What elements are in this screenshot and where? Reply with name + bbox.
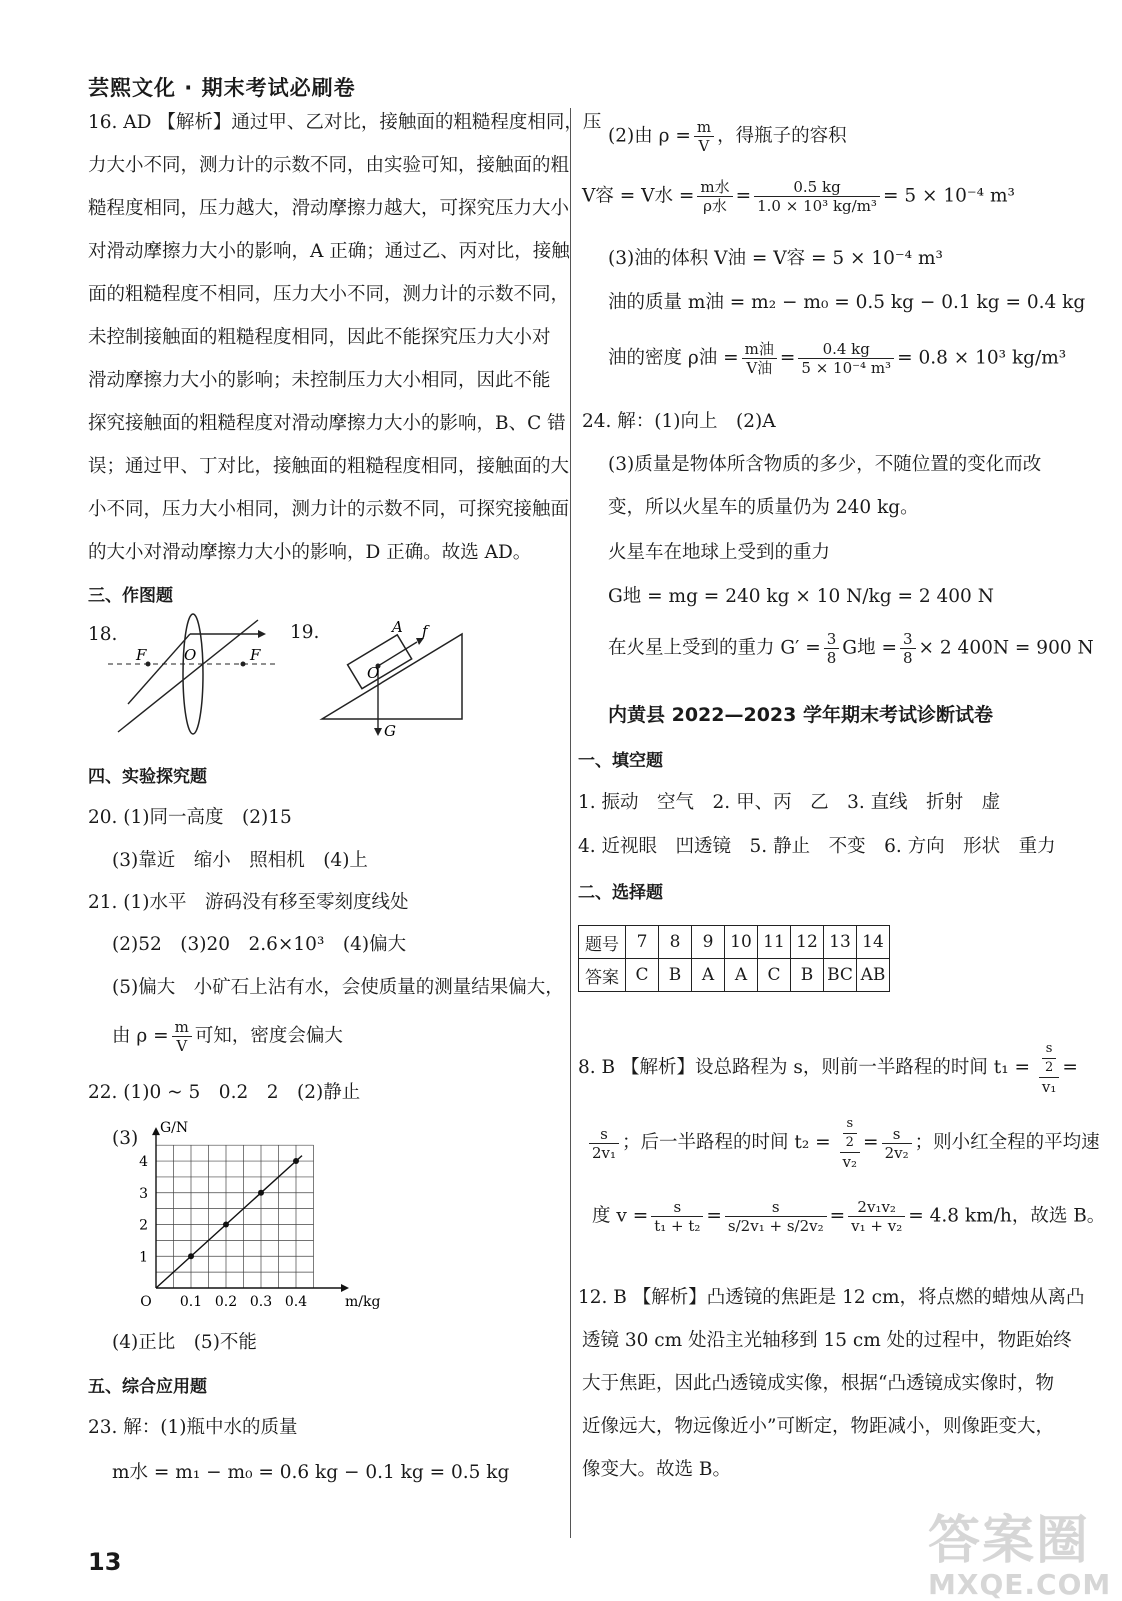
q16-line: 误；通过甲、丁对比，接触面的粗糙程度相同，接触面的大 — [88, 456, 570, 477]
table-cell: B — [659, 959, 692, 992]
exam-title: 内黄县 2022—2023 学年期末考试诊断试卷 — [608, 704, 993, 726]
q16-line: 糙程度相同，压力越大，滑动摩擦力越大，可探究压力大小 — [88, 198, 570, 219]
table-cell: 12 — [791, 926, 824, 959]
page-number: 13 — [88, 1548, 122, 1576]
convex-lens — [183, 614, 203, 734]
fill-answers: 4. 近视眼 凹透镜 5. 静止 不变 6. 方向 形状 重力 — [578, 836, 1056, 857]
table-cell: 7 — [626, 926, 659, 959]
q16-line: 16. AD 【解析】通过甲、乙对比，接触面的粗糙程度相同，压 — [88, 112, 602, 133]
focus-label-left: F — [136, 646, 147, 664]
x-axis-arrow — [341, 1284, 349, 1292]
x-tick-label: 0.3 — [249, 1294, 273, 1310]
table-cell: 14 — [857, 926, 890, 959]
table-cell: 题号 — [579, 926, 626, 959]
lens-diagram — [108, 612, 278, 752]
q23-line: V容 = V水 = $\frac{\text{m水}}{\text{ρ水}}$ = $\frac{0.5 kg}{\text{1.0 × 10³ kg/m³}}$ = 5 × 10⁻⁴ m³ — [582, 178, 1015, 215]
table-cell: 13 — [824, 926, 857, 959]
table-cell: C — [626, 959, 659, 992]
q16-line: 探究接触面的粗糙程度对滑动摩擦力大小的影响，B、C 错 — [88, 413, 566, 434]
label-f: f — [422, 622, 428, 640]
q21-line: (2)52 (3)20 2.6×10³ (4)偏大 — [112, 934, 407, 955]
q19-label: 19. — [290, 622, 320, 643]
q24-line: 24. 解：(1)向上 (2)A — [582, 411, 776, 432]
table-cell: 10 — [725, 926, 758, 959]
q23-line: (2)由 ρ = $\frac{m}{V}$ ，得瓶子的容积 — [608, 118, 847, 155]
x-tick-label: 0.1 — [179, 1294, 203, 1310]
q8-line: $\frac{s}{\text{2v₁}}$ ；后一半路程的时间 t₂ = $\frac{\frac{s}{2}}{\text{v₂}}$ = $\frac{s}{\text{2v₂}}$ ；则小红全程的平均速 — [586, 1115, 1100, 1171]
table-cell: 答案 — [579, 959, 626, 992]
section-heading: 四、实验探究题 — [88, 767, 207, 787]
y-tick-label: 1 — [139, 1249, 148, 1266]
y-tick-label: 3 — [139, 1185, 148, 1202]
answer-table — [578, 925, 890, 992]
x-axis-label: m/kg — [345, 1294, 381, 1310]
q24-line: (3)质量是物体所含物质的多少，不随位置的变化而改 — [608, 454, 1042, 475]
data-point — [188, 1253, 194, 1259]
q8-line: 度 v = $\frac{s}{\text{t₁ + t₂}}$ = $\frac{s}{\text{s/2v₁ + s/2v₂}}$ = $\frac{\text{2v₁v₂}}{\text{v₁ + v₂}}$ = 4.8 km/h，故选 B。 — [592, 1198, 1106, 1235]
table-cell: B — [791, 959, 824, 992]
q12-line: 像变大。故选 B。 — [582, 1459, 731, 1480]
q16-line: 的大小对滑动摩擦力大小的影响，D 正确。故选 AD。 — [88, 542, 532, 563]
y-tick-label: 2 — [139, 1217, 148, 1234]
table-row — [579, 926, 890, 959]
incline — [322, 634, 462, 719]
q24-line: 变，所以火星车的质量仍为 240 kg。 — [608, 497, 919, 518]
data-line — [156, 1156, 302, 1288]
q23-line: 油的质量 m油 = m₂ − m₀ = 0.5 kg − 0.1 kg = 0.4 kg — [608, 292, 1086, 313]
q12-line: 12. B 【解析】凸透镜的焦距是 12 cm，将点燃的蜡烛从离凸 — [578, 1287, 1085, 1308]
ray-arrow — [258, 630, 266, 638]
focus-point — [241, 662, 246, 667]
q23-line: m水 = m₁ − m₀ = 0.6 kg − 0.1 kg = 0.5 kg — [112, 1462, 510, 1483]
q22-line: (4)正比 (5)不能 — [112, 1332, 257, 1353]
data-point — [223, 1222, 229, 1228]
y-axis-arrow — [152, 1127, 160, 1135]
fraction: $\frac{m}{V}$ — [172, 1018, 192, 1055]
q24-line: G地 = mg = 240 kg × 10 N/kg = 2 400 N — [608, 586, 994, 607]
q12-line: 近像远大，物远像近小”可断定，物距减小，则像距变大， — [582, 1416, 1054, 1437]
q20-line: (3)靠近 缩小 照相机 (4)上 — [112, 850, 368, 871]
label-G: G — [384, 722, 396, 740]
origin-label: O — [140, 1294, 152, 1310]
data-point — [258, 1190, 264, 1196]
friction-arrow — [378, 642, 417, 666]
center-label: O — [184, 646, 197, 664]
text: 可知，密度会偏大 — [194, 1025, 343, 1047]
table-cell: C — [758, 959, 791, 992]
g-m-graph — [130, 1118, 381, 1314]
data-point — [293, 1158, 299, 1164]
q22-line: (3) — [112, 1128, 139, 1149]
focus-label-right: F — [250, 646, 261, 664]
q24-line: 火星车在地球上受到的重力 — [608, 542, 831, 563]
q18-label: 18. — [88, 624, 118, 645]
block — [348, 635, 412, 689]
fraction: $\frac{\frac{s}{2}}{\text{v₁}}$ — [1039, 1040, 1060, 1096]
incident-ray — [128, 634, 190, 704]
q23-line: 油的密度 ρ油 = $\frac{\text{m油}}{\text{V油}}$ = $\frac{0.4 kg}{\text{5 × 10⁻⁴ m³}}$ = 0.8 × 10³ kg/m³ — [608, 340, 1067, 377]
q8-line: 8. B 【解析】设总路程为 s，则前一半路程的时间 t₁ = $\frac{\frac{s}{2}}{\text{v₁}}$ = — [578, 1041, 1078, 1096]
q21-line: (5)偏大 小矿石上沾有水，会使质量的测量结果偏大， — [112, 977, 564, 998]
watermark: 答案圈 MXQE.COM — [928, 1511, 1112, 1601]
q21-line: 21. (1)水平 游码没有移至零刻度线处 — [88, 892, 409, 913]
q16-line: 小不同，压力大小相同，测力计的示数不同，可探究接触面 — [88, 499, 570, 520]
q16-line: 面的粗糙程度不相同，压力大小不同，测力计的示数不同， — [88, 284, 570, 305]
q21-line — [112, 1018, 343, 1055]
q22-line: 22. (1)0 ~ 5 0.2 2 (2)静止 — [88, 1082, 361, 1103]
label-A: A — [392, 618, 403, 636]
q16-line: 力大小不同，测力计的示数不同，由实验可知，接触面的粗 — [88, 155, 570, 176]
table-cell: 8 — [659, 926, 692, 959]
page-header: 芸熙文化 · 期末考试必刷卷 — [88, 76, 356, 100]
q16-line: 未控制接触面的粗糙程度相同，因此不能探究压力大小对 — [88, 327, 551, 348]
x-tick-label: 0.2 — [214, 1294, 238, 1310]
column-divider — [570, 108, 571, 1538]
x-tick-label: 0.4 — [284, 1294, 308, 1310]
y-tick-label: 4 — [139, 1154, 148, 1171]
section-heading: 五、综合应用题 — [88, 1377, 207, 1397]
table-row — [579, 959, 890, 992]
section-heading: 二、选择题 — [578, 883, 663, 903]
q20-line: 20. (1)同一高度 (2)15 — [88, 807, 292, 828]
table-cell: AB — [857, 959, 890, 992]
incline-diagram — [312, 614, 472, 744]
y-axis-label: G/N — [160, 1120, 189, 1136]
table-cell: BC — [824, 959, 857, 992]
q16-line: 滑动摩擦力大小的影响；未控制压力大小相同，因此不能 — [88, 370, 551, 391]
section-heading: 三、作图题 — [88, 586, 173, 606]
table-cell: A — [725, 959, 758, 992]
table-cell: 11 — [758, 926, 791, 959]
fill-answers: 1. 振动 空气 2. 甲、丙 乙 3. 直线 折射 虚 — [578, 792, 1001, 813]
q23-line: 23. 解：(1)瓶中水的质量 — [88, 1417, 298, 1438]
q24-line: 在火星上受到的重力 G′ = $\frac{3}{8}$ G地 = $\frac{3}{8}$ × 2 400N = 900 N — [608, 630, 1094, 667]
q12-line: 透镜 30 cm 处沿主光轴移到 15 cm 处的过程中，物距始终 — [582, 1330, 1072, 1351]
q16-line: 对滑动摩擦力大小的影响，A 正确；通过乙、丙对比，接触 — [88, 241, 570, 262]
table-cell: 9 — [692, 926, 725, 959]
q23-line: (3)油的体积 V油 = V容 = 5 × 10⁻⁴ m³ — [608, 248, 943, 269]
table-cell: A — [692, 959, 725, 992]
label-O: O — [367, 664, 380, 682]
section-heading: 一、填空题 — [578, 751, 663, 771]
text: 由 ρ = — [112, 1025, 169, 1047]
q12-line: 大于焦距，因此凸透镜成实像，根据“凸透镜成实像时，物 — [582, 1373, 1054, 1394]
